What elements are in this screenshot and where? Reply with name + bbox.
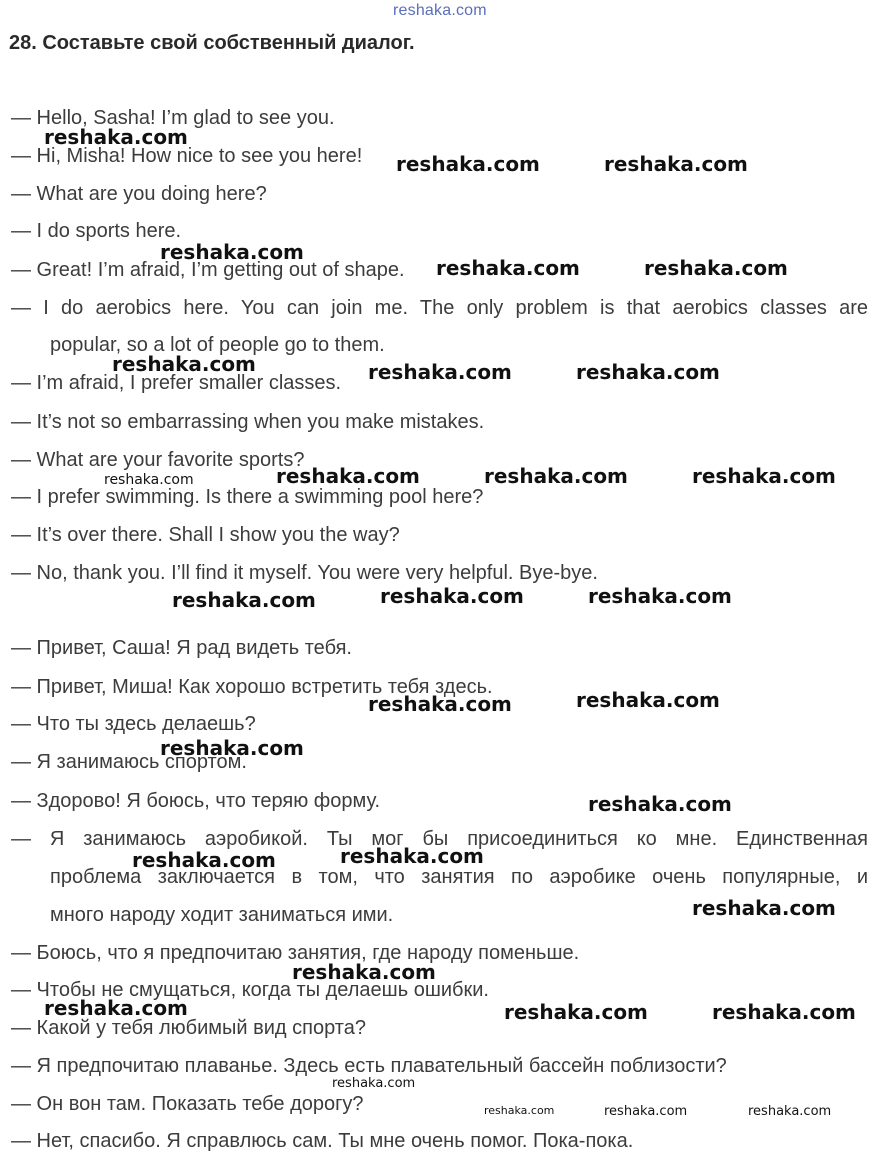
watermark: reshaka.com <box>484 464 628 488</box>
watermark: reshaka.com <box>332 1076 416 1091</box>
watermark: reshaka.com <box>484 1104 555 1117</box>
watermark: reshaka.com <box>712 1000 856 1024</box>
dialog-line-en: — Hello, Sasha! I’m glad to see you. <box>11 107 335 129</box>
watermark: reshaka.com <box>604 1104 688 1119</box>
dialog-line-en: — It’s not so embarrassing when you make mistakes. <box>11 411 485 433</box>
watermark: reshaka.com <box>504 1000 648 1024</box>
watermark: reshaka.com <box>692 464 836 488</box>
watermark: reshaka.com <box>44 125 188 149</box>
watermark: reshaka.com <box>104 472 194 488</box>
exercise-heading: 28. Составьте свой собственный диалог. <box>9 32 415 54</box>
dialog-line-ru: — Я занимаюсь спортом. <box>11 751 247 773</box>
watermark: reshaka.com <box>576 688 720 712</box>
site-mark: reshaka.com <box>393 2 487 19</box>
watermark: reshaka.com <box>588 584 732 608</box>
dialog-line-ru: — Я занимаюсь аэробикой. Ты мог бы присоединиться ко мне. Единственная <box>11 828 868 850</box>
watermark: reshaka.com <box>172 588 316 612</box>
dialog-line-en: — Hi, Misha! How nice to see you here! <box>11 145 363 167</box>
watermark: reshaka.com <box>588 792 732 816</box>
dialog-line-ru: — Здорово! Я боюсь, что теряю форму. <box>11 790 381 812</box>
dialog-line-en: — I’m afraid, I prefer smaller classes. <box>11 372 342 394</box>
watermark: reshaka.com <box>692 896 836 920</box>
watermark: reshaka.com <box>436 256 580 280</box>
dialog-line-ru: много народу ходит заниматься ими. <box>50 904 394 926</box>
dialog-line-en: — It’s over there. Shall I show you the way? <box>11 524 400 546</box>
watermark: reshaka.com <box>276 464 420 488</box>
dialog-line-ru: — Что ты здесь делаешь? <box>11 713 256 735</box>
watermark: reshaka.com <box>368 360 512 384</box>
watermark: reshaka.com <box>748 1104 832 1119</box>
watermark: reshaka.com <box>576 360 720 384</box>
dialog-line-ru: проблема заключается в том, что занятия по аэробике очень популярные, и <box>50 866 868 888</box>
watermark: reshaka.com <box>292 960 436 984</box>
dialog-line-en: — What are your favorite sports? <box>11 449 305 471</box>
watermark: reshaka.com <box>380 584 524 608</box>
watermark: reshaka.com <box>396 152 540 176</box>
dialog-line-ru: — Привет, Миша! Как хорошо встретить тебя здесь. <box>11 676 493 698</box>
dialog-line-ru: — Он вон там. Показать тебе дорогу? <box>11 1093 364 1115</box>
dialog-line-en: — I do aerobics here. You can join me. The only problem is that aerobics classes are <box>11 297 868 319</box>
watermark: reshaka.com <box>132 848 276 872</box>
dialog-line-en: — I prefer swimming. Is there a swimming pool here? <box>11 486 484 508</box>
dialog-line-en: — Great! I’m afraid, I’m getting out of shape. <box>11 259 405 281</box>
dialog-line-en: popular, so a lot of people go to them. <box>50 334 385 356</box>
watermark: reshaka.com <box>44 996 188 1020</box>
watermark: reshaka.com <box>160 736 304 760</box>
dialog-line-ru: — Чтобы не смущаться, когда ты делаешь ошибки. <box>11 979 489 1001</box>
dialog-line-ru: — Какой у тебя любимый вид спорта? <box>11 1017 366 1039</box>
dialog-line-ru: — Я предпочитаю плаванье. Здесь есть плавательный бассейн поблизости? <box>11 1055 727 1077</box>
dialog-line-en: — I do sports here. <box>11 220 182 242</box>
watermark: reshaka.com <box>160 240 304 264</box>
dialog-line-ru: — Нет, спасибо. Я справлюсь сам. Ты мне очень помог. Пока-пока. <box>11 1130 634 1152</box>
watermark: reshaka.com <box>604 152 748 176</box>
watermark: reshaka.com <box>644 256 788 280</box>
dialog-line-ru: — Привет, Саша! Я рад видеть тебя. <box>11 637 352 659</box>
watermark: reshaka.com <box>112 352 256 376</box>
dialog-line-en: — What are you doing here? <box>11 183 267 205</box>
dialog-line-en: — No, thank you. I’ll find it myself. You were very helpful. Bye-bye. <box>11 562 598 584</box>
watermark: reshaka.com <box>340 844 484 868</box>
watermark: reshaka.com <box>368 692 512 716</box>
dialog-line-ru: — Боюсь, что я предпочитаю занятия, где народу поменьше. <box>11 942 580 964</box>
